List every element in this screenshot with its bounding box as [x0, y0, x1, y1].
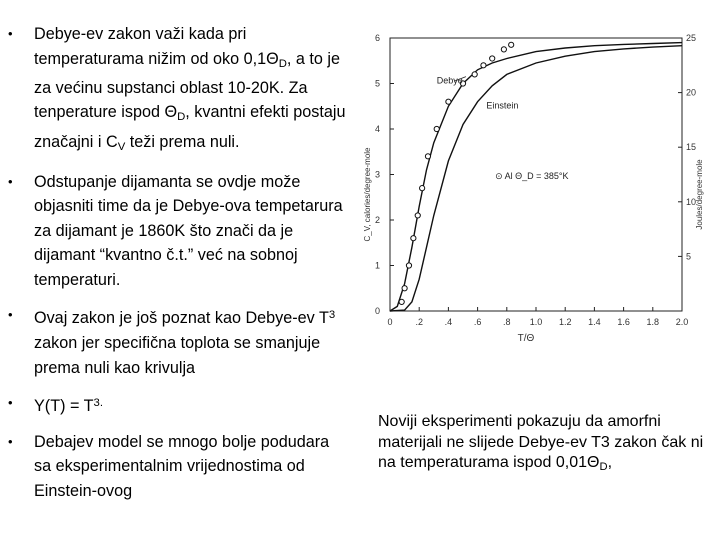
bullet-item: • Debye-ev zakon važi kada pri temperaturama nižim od oko $0,1\Theta_D$, a to je za većinu supstanci oblast 10-20K. Za tenperature ispod $\Theta_D$, kvantni efekti postaju značajni i $C_V$ teži prema nuli.: [0, 22, 350, 159]
x-tick-label: .2: [415, 317, 423, 327]
data-point-al: [415, 213, 420, 218]
bullet-dot-icon: •: [8, 173, 13, 189]
y-tick-label-left: 0: [374, 306, 380, 316]
bullet-list: [0, 22, 350, 514]
y-tick-label-right: 15: [686, 142, 697, 153]
x-tick-label: 1.2: [558, 317, 572, 327]
note-text: Noviji eksperimenti pokazuju da amorfni materijali ne slijede Debye-ev T3 zakon čak ni na temperaturama ispod $0,01\Theta_D$,: [378, 413, 704, 473]
y-tick-label-left: 1: [374, 260, 380, 271]
y-axis-label-left: C_V, calories/degree-mole: [363, 147, 372, 242]
bullet-item: • Odstupanje dijamanta se ovdje može objasniti time da je Debye-ova tempetarura za dijamant je 1860K što znači da je dijamant “kvantno č.t.” već na sobnoj temperaturi.: [0, 170, 350, 293]
x-tick-label: 0: [387, 317, 393, 327]
x-tick-label: 1.4: [588, 317, 601, 327]
bullet-dot-icon: •: [8, 433, 13, 449]
y-tick-label-left: 4: [374, 124, 380, 134]
legend-al: ⊙ Al Θ_D = 385°K: [495, 171, 569, 182]
data-point-al: [481, 63, 486, 68]
data-point-al: [472, 72, 477, 77]
bullet-dot-icon: •: [8, 307, 13, 323]
y-axis-label-right: Joules/degree-mole: [695, 159, 704, 230]
data-point-al: [490, 56, 495, 61]
data-point-al: [402, 286, 407, 291]
bullet-item: • Ovaj zakon je još poznat kao Debye-ev $T^3$ zakon jer specifična toplota se smanjuje prema nuli kao krivulja: [0, 303, 350, 380]
legend-einstein: Einstein: [486, 100, 519, 111]
x-tick-label: 1.6: [617, 317, 630, 327]
data-point-al: [406, 263, 411, 268]
data-point-al: [509, 42, 514, 47]
bullet-dot-icon: •: [8, 26, 13, 41]
data-point-al: [425, 154, 430, 159]
legend-debye: Debye: [436, 75, 463, 86]
y-tick-label-right: 20: [686, 87, 697, 98]
bullet-item: • $Y(T) = T^{3.}$: [0, 391, 350, 419]
x-tick-label: .6: [473, 317, 482, 327]
heat-capacity-chart: [362, 26, 707, 356]
y-tick-label-left: 2: [374, 215, 380, 225]
x-tick-label: .8: [503, 317, 511, 327]
y-tick-label-left: 5: [374, 78, 380, 89]
y-tick-label-right: 25: [686, 33, 697, 43]
data-point-al: [399, 299, 404, 304]
data-point-al: [420, 186, 425, 191]
x-tick-label: 1.0: [529, 317, 543, 327]
y-tick-label-left: 3: [374, 169, 380, 180]
y-tick-label-right: 5: [686, 251, 692, 262]
data-point-al: [446, 99, 451, 104]
data-point-al: [501, 47, 506, 52]
bullet-dot-icon: •: [8, 395, 13, 411]
data-point-al: [411, 236, 416, 241]
y-tick-label-right: 10: [686, 196, 697, 207]
bullet-item: • Debajev model se mnogo bolje podudara sa eksperimentalnim vrijednostima od Einstein-ovog: [0, 430, 350, 504]
x-tick-label: 1.8: [646, 317, 660, 327]
x-axis-label: T/Θ: [517, 333, 535, 344]
y-tick-label-left: 6: [374, 33, 380, 43]
data-point-al: [434, 126, 439, 131]
x-tick-label: 2.0: [675, 317, 689, 327]
x-tick-label: .4: [444, 317, 453, 327]
